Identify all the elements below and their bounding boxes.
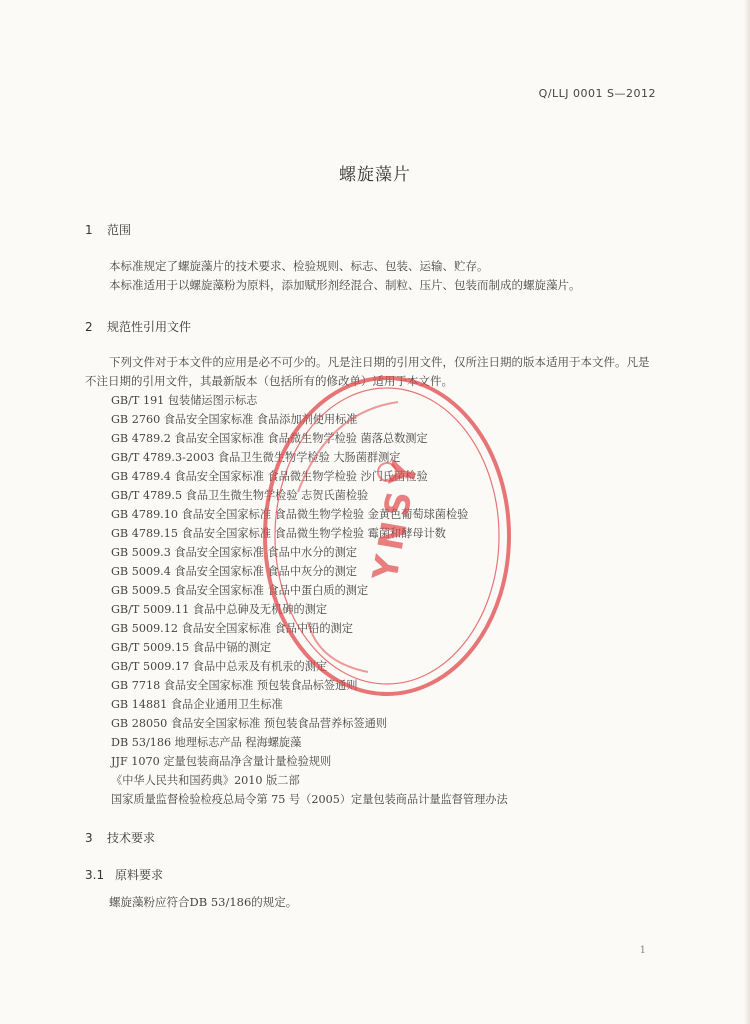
section-title: 技术要求 [107, 831, 156, 845]
reference-item: 《中华人民共和国药典》2010 版二部 [111, 774, 300, 787]
section-3-1-heading [85, 866, 163, 883]
reference-item: GB 14881 食品企业通用卫生标准 [111, 698, 283, 711]
reference-item: GB/T 5009.15 食品中镉的测定 [111, 641, 272, 654]
paragraph: 螺旋藻粉应符合DB 53/186的规定。 [109, 895, 298, 909]
reference-item: GB 4789.2 食品安全国家标准 食品微生物学检验 菌落总数测定 [111, 432, 428, 445]
section-number: 2 [85, 320, 93, 334]
reference-item: GB 5009.5 食品安全国家标准 食品中蛋白质的测定 [111, 584, 369, 597]
reference-item: GB/T 5009.17 食品中总汞及有机汞的测定 [111, 660, 328, 673]
reference-item: GB 2760 食品安全国家标准 食品添加剂使用标准 [111, 413, 358, 426]
section-number: 3 [85, 831, 93, 845]
section-1-heading [85, 221, 131, 238]
section-1-body [85, 257, 660, 295]
seal-code-text: YNSY [365, 452, 427, 584]
paragraph: 本标准适用于以螺旋藻粉为原料，添加赋形剂经混合、制粒、压片、包装而制成的螺旋藻片。 [109, 278, 581, 292]
reference-item: GB 4789.15 食品安全国家标准 食品微生物学检验 霉菌和酵母计数 [111, 527, 446, 540]
reference-item: GB 28050 食品安全国家标准 预包装食品营养标签通则 [111, 717, 387, 730]
reference-item: GB 5009.4 食品安全国家标准 食品中灰分的测定 [111, 565, 357, 578]
reference-list [111, 391, 508, 809]
reference-item: GB 7718 食品安全国家标准 预包装食品标签通则 [111, 679, 358, 692]
section-title: 规范性引用文件 [107, 320, 192, 334]
section-title: 原料要求 [115, 868, 164, 882]
page-edge-shadow [744, 0, 750, 1024]
section-number: 1 [85, 223, 93, 237]
reference-item: DB 53/186 地理标志产品 程海螺旋藻 [111, 736, 302, 749]
section-2-heading [85, 318, 191, 335]
reference-item: GB 4789.10 食品安全国家标准 食品微生物学检验 金黄色葡萄球菌检验 [111, 508, 469, 521]
reference-item: GB/T 5009.11 食品中总砷及无机砷的测定 [111, 603, 328, 616]
section-3-heading [85, 829, 155, 846]
paragraph: 下列文件对于本文件的应用是必不可少的。凡是注日期的引用文件，仅所注日期的版本适用于本文件。凡是不注日期的引用文件，其最新版本（包括所有的修改单）适用于本文件。 [85, 355, 650, 388]
reference-item: JJF 1070 定量包装商品净含量计量检验规则 [111, 755, 332, 768]
paragraph: 本标准规定了螺旋藻片的技术要求、检验规则、标志、包装、运输、贮存。 [109, 259, 489, 273]
section-2-intro [85, 353, 660, 391]
section-number: 3.1 [85, 868, 105, 882]
reference-item: GB 5009.3 食品安全国家标准 食品中水分的测定 [111, 546, 357, 559]
page-number: 1 [639, 945, 646, 956]
standard-code: Q/LLJ 0001 S—2012 [538, 87, 656, 100]
reference-item: GB/T 4789.3-2003 食品卫生微生物学检验 大肠菌群测定 [111, 451, 401, 464]
section-3-1-body [85, 893, 660, 912]
document-title: 螺旋藻片 [339, 165, 411, 185]
reference-item: GB 4789.4 食品安全国家标准 食品微生物学检验 沙门氏菌检验 [111, 470, 428, 483]
section-title: 范围 [107, 223, 132, 237]
reference-item: GB/T 191 包装储运图示标志 [111, 394, 258, 407]
reference-item: 国家质量监督检验检疫总局令第 75 号（2005）定量包装商品计量监督管理办法 [111, 793, 508, 806]
reference-item: GB 5009.12 食品安全国家标准 食品中铅的测定 [111, 622, 353, 635]
reference-item: GB/T 4789.5 食品卫生微生物学检验 志贺氏菌检验 [111, 489, 369, 502]
